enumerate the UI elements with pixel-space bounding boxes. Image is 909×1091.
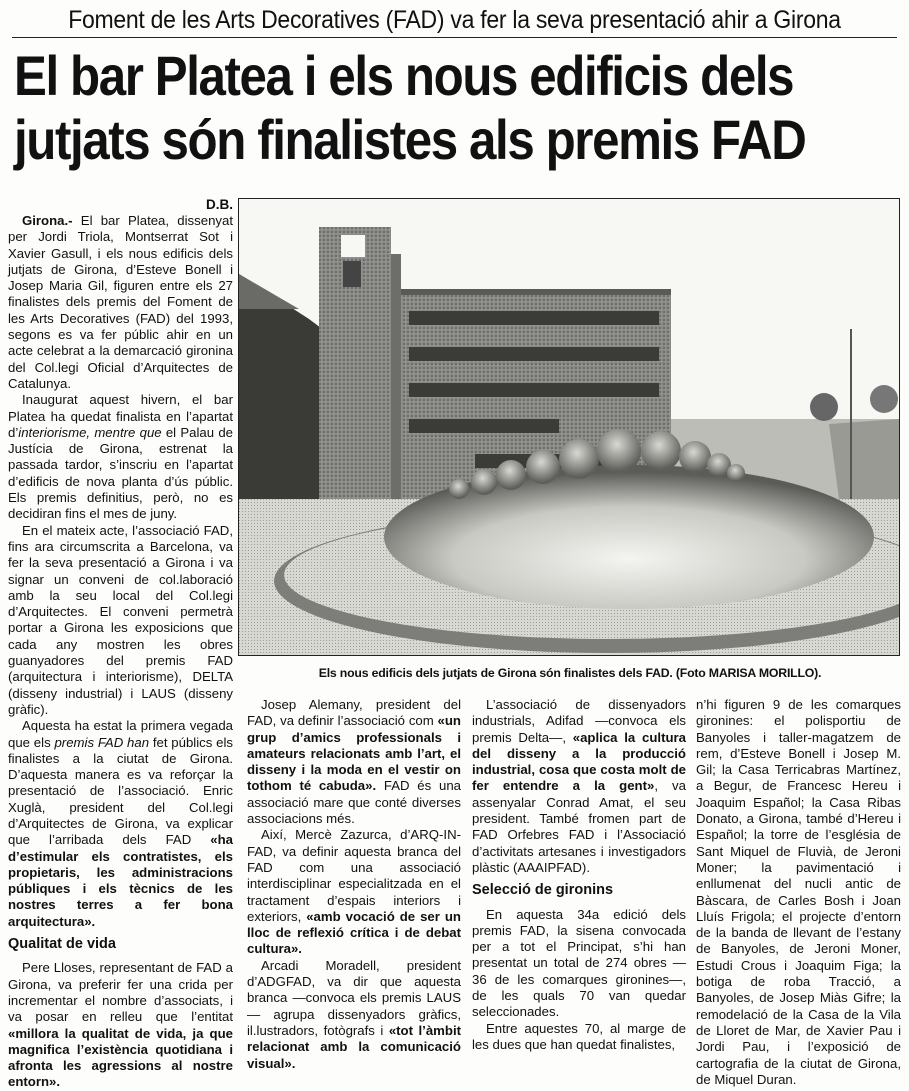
paragraph-text: El bar Platea, dissenyat per Jordi Triola, Montserrat Sot i Xavier Gasull, i els nous edificis dels jutjats de Girona, d’Esteve Bonell i Josep Maria Gil, figuren entre els 27 finalistes dels premis del Foment de les Arts Decoratives (FAD) del 1993, segons es va fer públic ahir en un acte celebrat a la demarcació gironina del Col.legi Oficial d’Arquitectes de Catalunya. xyxy=(8,213,233,391)
paragraph: En aquesta 34a edició dels premis FAD, la sisena convocada per a tot el Principat, s’hi han presentat un total de 274 obres —36 de les comarques gironines—, de les quals 70 van quedar seleccionades. xyxy=(472,906,686,1020)
dateline: Girona.- xyxy=(22,213,73,228)
paragraph xyxy=(8,718,233,930)
header-rule xyxy=(12,37,897,38)
courthouse-photo-illustration xyxy=(239,199,899,655)
column-3 xyxy=(472,697,686,1053)
paragraph-text: Inaugurat aquest hivern, el bar Platea ha quedat finalista en l’apartat d’ xyxy=(8,392,233,440)
news-photo xyxy=(238,198,900,656)
paragraph xyxy=(8,960,233,1090)
headline-line-1: El bar Platea i els nous edificis dels xyxy=(14,44,794,107)
headline xyxy=(14,44,898,172)
paragraph: n’hi figuren 9 de les comarques gironines: el polisportiu de Banyoles i taller-magatzem de rem, d’Esteve Bonell i Josep M. Gil; la Casa Terricabras Martínez, a Begur, de Francesc Hereu i Joaquim Español; la Casa Ribas Donato, a Girona, també d’Hereu i Español; la torre de l’església de Sant Miquel de Fluvià, de Jeroni Moner; la pavimentació i enllumenat del nucli antic de Bàscara, de Carles Bosh i Joan Lluís Frigola; el projecte d’entorn de la banda de llevant de l’estany de Banyoles, de Jeroni Moner, Estudi Crous i Joaquim Figa; la botiga de roba Tracció, a Banyoles, de Josep Miàs Gifre; la remodelació de la Casa de la Vila de Lloret de Mar, de Xavier Pau i Jordi Pau, i l’exposició de cartografia de la ciutat de Girona, de Miquel Duran. xyxy=(696,697,901,1087)
quote: «un grup d’amics professionals i amateurs relacionats amb l’art, el disseny i la moda en el vestir on tothom té cabuda». xyxy=(247,713,461,794)
paragraph-text: L’associació de dissenyadors industrials, Adifad —convoca els premis Delta—, xyxy=(472,697,686,745)
paragraph-text: Josep Alemany, president del FAD, va definir l’associació com xyxy=(247,697,461,729)
italic-text: premis FAD han xyxy=(54,734,150,750)
paragraph xyxy=(8,392,233,522)
column-1 xyxy=(8,197,233,1091)
paragraph: En el mateix acte, l’associació FAD, fins ara circumscrita a Barcelona, va fer la seva presentació a Girona i va signar un conveni de col.laboració amb la seu local del Col.legi d’Arquitectes. El conveni permetrà portar a Girona les exposicions que cada any mostren les obres guanyadores del premis FAD (arquitectura i interiorisme), DELTA (disseny industrial) i LAUS (disseny gràfic). xyxy=(8,522,233,717)
paragraph-text: FAD és una associació mare que conté diverses associacions més. xyxy=(247,778,461,827)
paragraph xyxy=(8,213,233,392)
kicker: Foment de les Arts Decoratives (FAD) va fer la seva presentació ahir a Girona xyxy=(68,6,841,34)
quote: «millora la qualitat de vida, ja que magnifica l’existència quotidiana i afronta les agressions al nostre entorn». xyxy=(8,1025,233,1090)
paragraph xyxy=(247,827,461,957)
photo-caption: Els nous edificis dels jutjats de Girona són finalistes dels FAD. (Foto MARISA MORILLO). xyxy=(318,666,822,680)
italic-text: interiorisme, mentre que xyxy=(18,424,162,440)
quote: «ha d’estimular els contratistes, els propietaris, les administracions públiques i els tècnics de les nostres terres a fer bona arquitectura». xyxy=(8,832,233,929)
quote: «tot l’àmbit relacionat amb la comunicació visual». xyxy=(247,1022,461,1071)
headline-line-2: jutjats són finalistes als premis FAD xyxy=(14,108,806,171)
paragraph-text: Pere Lloses, representant de FAD a Girona, va preferir fer una crida per incrementar el nombre d’associats, i va posar en relleu que l’entitat xyxy=(8,960,233,1025)
byline: D.B. xyxy=(206,197,233,212)
paragraph-text: Aquesta ha estat la primera vegada que els xyxy=(8,718,233,750)
paragraph-text: Arcadi Moradell, president d’ADGFAD, va dir que aquesta branca —convoca els premis LAUS— agrupa dissenyadors gràfics, il.lustradors, fotògrafs i xyxy=(247,957,461,1038)
paragraph xyxy=(247,958,461,1072)
column-4 xyxy=(696,697,901,1088)
column-2 xyxy=(247,697,461,1072)
quote: «amb vocació de ser un lloc de reflexió crítica i de debat cultura». xyxy=(247,908,461,957)
paragraph-text: , va assenyalar Conrad Amat, el seu president. També fromen part de FAD Orfebres FAD i l’Associació d’activitats artesanes i investigadors plàstic (AAAIPFAD). xyxy=(472,778,686,875)
paragraph xyxy=(247,697,461,827)
subheading: Selecció de gironins xyxy=(472,882,614,899)
paragraph-text: fet públics els finalistes a la ciutat de Girona. D’aquesta manera es va reforçar la presentació de l’associació. Enric Xuglà, president del Col.legi d’Arquitectes de Girona, va explicar que l’arribada dels FAD xyxy=(8,734,234,848)
quote: «aplica la cultura del disseny a la producció industrial, cosa que costa molt de fer entendre a la gent» xyxy=(472,729,686,794)
subheading: Qualitat de vida xyxy=(8,936,116,953)
paragraph: Entre aquestes 70, al marge de les dues que han quedat finalistes, xyxy=(472,1020,686,1052)
paragraph-text: Així, Mercè Zazurca, d’ARQ-IN-FAD, va definir aquesta branca del FAD com una associació interdisciplinar especialitzada en el tractament d’espais interiors i exteriors, xyxy=(247,827,461,924)
paragraph-text: el Palau de Justícia de Girona, estrenat la passada tardor, s’inscriu en l’apartat d’edificis de nova planta d’ús públic. Els premis definitius, però, no es decidiran fins el mes de juny. xyxy=(8,424,233,522)
paragraph xyxy=(472,697,686,876)
